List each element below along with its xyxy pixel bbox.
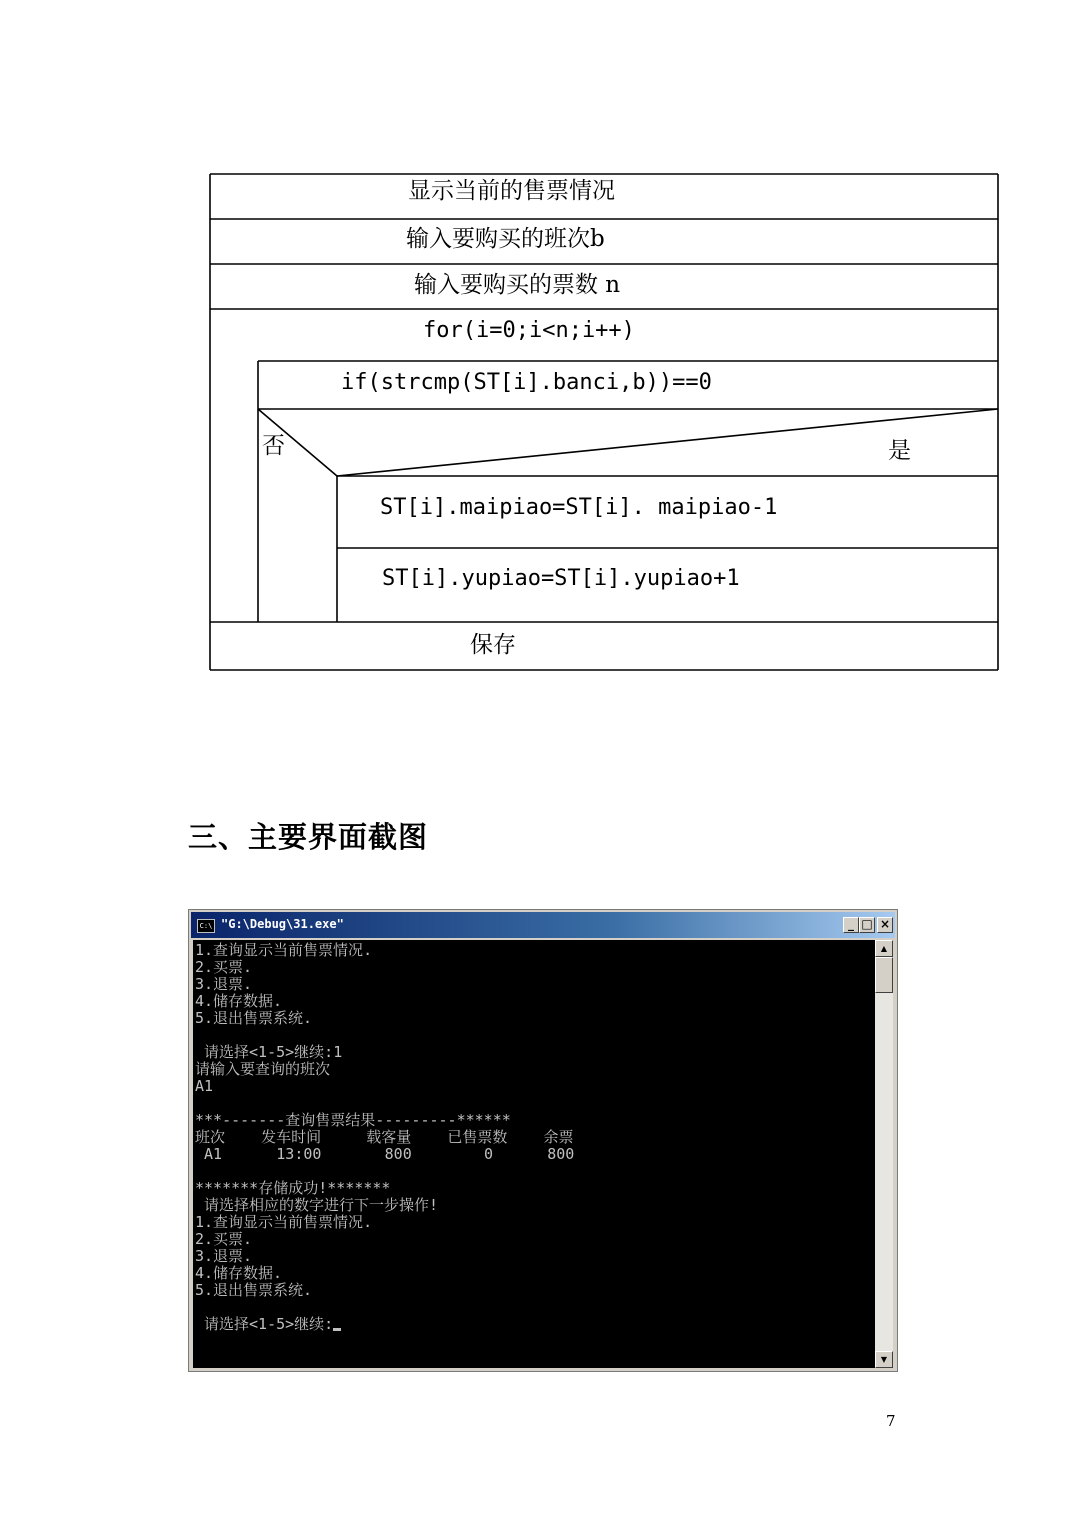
console-line: 2.买票. — [195, 958, 253, 976]
console-window — [188, 909, 898, 1372]
ns-flowchart — [0, 0, 1087, 700]
flowchart-condition: if(strcmp(ST[i].banci,b))==0 — [341, 370, 712, 395]
console-line: 5.退出售票系统. — [195, 1281, 313, 1299]
vertical-scrollbar[interactable] — [875, 940, 893, 1368]
console-line: A1 — [195, 1077, 214, 1095]
maximize-button[interactable]: □ — [859, 917, 875, 933]
flowchart-display-step: 显示当前的售票情况 — [408, 178, 615, 204]
flowchart-maipiao-action: ST[i].maipiao=ST[i]. maipiao-1 — [380, 495, 778, 520]
console-app-icon: C:\ — [197, 919, 215, 933]
scroll-thumb[interactable] — [875, 957, 893, 993]
console-line: 请输入要查询的班次 — [195, 1060, 331, 1078]
scroll-down-button[interactable]: ▼ — [875, 1351, 893, 1368]
console-line: 4.储存数据. — [195, 992, 283, 1010]
console-line: 1.查询显示当前售票情况. — [195, 941, 373, 959]
console-line: A1 13:00 800 0 800 — [195, 1145, 575, 1163]
flowchart-input-count-step: 输入要购买的票数 n — [414, 272, 621, 298]
minimize-button[interactable]: _ — [843, 917, 859, 933]
console-output[interactable] — [193, 940, 875, 1368]
console-line: 1.查询显示当前售票情况. — [195, 1213, 373, 1231]
console-line: ***-------查询售票结果---------****** — [195, 1111, 511, 1129]
flowchart-yes-label: 是 — [888, 438, 911, 464]
scroll-up-button[interactable]: ▲ — [875, 940, 893, 957]
flowchart-yupiao-action: ST[i].yupiao=ST[i].yupiao+1 — [382, 566, 740, 591]
page-number: 7 — [886, 1412, 896, 1430]
console-line: 4.储存数据. — [195, 1264, 283, 1282]
flowchart-lines — [0, 0, 1087, 700]
console-line: 请选择<1-5>继续:1 — [195, 1043, 343, 1061]
console-line: 2.买票. — [195, 1230, 253, 1248]
flowchart-no-label: 否 — [262, 433, 285, 459]
console-title-bar[interactable] — [191, 912, 895, 938]
console-line: 5.退出售票系统. — [195, 1009, 313, 1027]
console-line: 班次 发车时间 载客量 已售票数 余票 — [195, 1128, 574, 1146]
console-title: "G:\Debug\31.exe" — [221, 917, 344, 931]
flowchart-input-banci-step: 输入要购买的班次b — [406, 226, 605, 252]
console-prompt-line — [195, 1316, 341, 1333]
console-line: *******存储成功!******* — [195, 1179, 391, 1197]
console-line: 3.退票. — [195, 1247, 253, 1265]
flowchart-save-step: 保存 — [470, 632, 516, 658]
console-prompt: 请选择<1-5>继续: — [195, 1315, 334, 1333]
section-heading: 三、主要界面截图 — [188, 820, 429, 854]
console-line: 3.退票. — [195, 975, 253, 993]
text-cursor — [333, 1328, 341, 1331]
close-button[interactable]: × — [877, 917, 893, 933]
flowchart-loop-header: for(i=0;i<n;i++) — [423, 318, 635, 343]
console-line: 请选择相应的数字进行下一步操作! — [195, 1196, 439, 1214]
